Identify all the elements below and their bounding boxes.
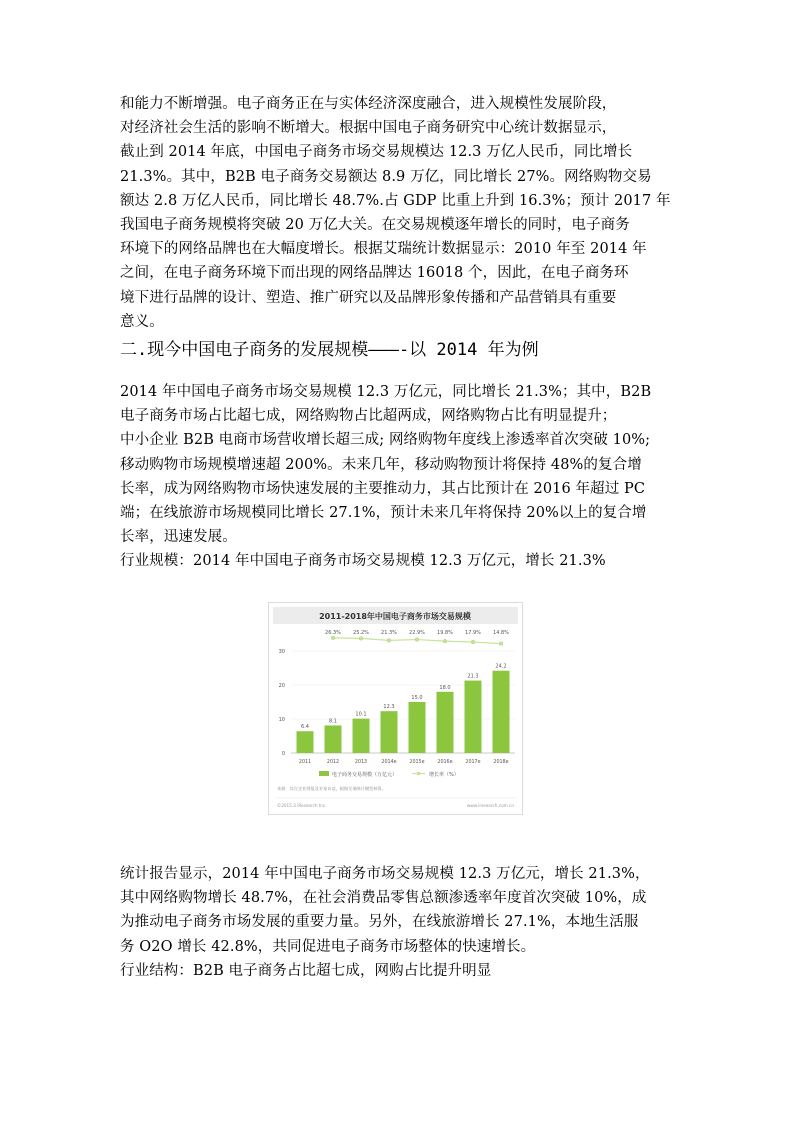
text-line: 行业结构：B2B 电子商务占比超七成，网购占比提升明显 xyxy=(120,962,492,979)
text-line: 中小企业 B2B 电商市场营收增长超三成; 网络购物年度线上渗透率首次突破 10%; xyxy=(120,432,651,449)
bar xyxy=(493,671,510,753)
y-tick-label: 10 xyxy=(278,717,285,723)
bar-value-label: 24.2 xyxy=(495,663,507,670)
bar xyxy=(381,711,398,753)
bar-value-label: 6.4 xyxy=(301,724,309,731)
bar xyxy=(437,692,454,753)
y-tick-label: 20 xyxy=(278,683,285,689)
text-line: 电子商务市场占比超七成，网络购物占比超两成，网络购物占比有明显提升； xyxy=(120,408,617,425)
growth-rate-label: 17.9% xyxy=(465,630,481,636)
growth-rate-point xyxy=(471,640,475,644)
x-tick-label: 2015e xyxy=(409,760,425,765)
text-line: 额达 2.8 万亿人民币，同比增长 48.7%.占 GDP 比重上升到 16.3%；预计 2017 年 xyxy=(120,192,671,209)
growth-rate-point xyxy=(331,636,335,640)
growth-rate-label: 21.3% xyxy=(381,630,397,636)
text-line: 长率，迅速发展。 xyxy=(120,529,237,546)
text-line: 境下进行品牌的设计、塑造、推广研究以及品牌形象传播和产品营销具有重要 xyxy=(120,289,617,306)
ecommerce-scale-chart xyxy=(268,602,523,815)
text-line: 环境下的网络品牌也在大幅度增长。根据艾瑞统计数据显示：2010 年至 2014 年 xyxy=(120,241,647,258)
chart-source: 来源：综合企业财报及专家访谈，根据艾瑞统计模型核算。 xyxy=(277,786,386,791)
bar-value-label: 8.1 xyxy=(329,718,337,725)
growth-rate-point xyxy=(359,637,363,641)
text-line: 统计报告显示，2014 年中国电子商务市场交易规模 12.3 万亿元，增长 21.3%， xyxy=(120,866,650,882)
bar xyxy=(297,731,314,753)
growth-rate-point xyxy=(443,639,447,643)
bar-value-label: 10.1 xyxy=(355,711,367,718)
text-line: 行业规模：2014 年中国电子商务市场交易规模 12.3 万亿元，增长 21.3% xyxy=(120,553,606,570)
text-line: 之间，在电子商务环境下而出现的网络品牌达 16018 个，因此，在电子商务环 xyxy=(120,265,629,282)
growth-rate-label: 25.2% xyxy=(353,630,369,636)
text-line: 对经济社会生活的影响不断增大。根据中国电子商务研究中心统计数据显示， xyxy=(120,120,617,137)
text-line: 和能力不断增强。电子商务正在与实体经济深度融合，进入规模性发展阶段， xyxy=(120,96,617,112)
x-tick-label: 2017e xyxy=(465,760,481,765)
growth-rate-label: 14.8% xyxy=(493,630,509,636)
bar-value-label: 12.3 xyxy=(383,704,395,711)
legend-swatch-point xyxy=(417,772,421,776)
growth-rate-label: 22.9% xyxy=(409,630,425,636)
bar xyxy=(325,725,342,753)
intro-paragraph xyxy=(120,92,680,334)
x-tick-label: 2018e xyxy=(493,760,509,765)
text-line: 长率，成为网络购物市场快速发展的主要推动力，其占比预计在 2016 年超过 PC xyxy=(120,480,646,497)
text-line: 2014 年中国电子商务市场交易规模 12.3 万亿元，同比增长 21.3%；其中，B2B xyxy=(120,384,652,400)
text-line: 21.3%。其中，B2B 电子商务交易额达 8.9 万亿，同比增长 27%。网络购物交易 xyxy=(120,168,652,185)
text-line: 其中网络购物增长 48.7%，在社会消费品零售总额渗透率年度首次突破 10%，成 xyxy=(120,890,647,907)
bar xyxy=(353,719,370,753)
text-line: 务 O2O 增长 42.8%，共同促进电子商务市场整体的快速增长。 xyxy=(120,938,536,955)
growth-rate-point xyxy=(415,638,419,642)
chart-svg xyxy=(269,603,522,814)
chart-website: www.iresearch.com.cn xyxy=(466,803,514,808)
bar xyxy=(465,681,482,753)
scale-paragraph xyxy=(120,380,680,574)
growth-rate-label: 26.3% xyxy=(325,630,341,636)
growth-rate-label: 19.8% xyxy=(437,630,453,636)
bar-value-label: 18.0 xyxy=(439,684,451,691)
growth-rate-point xyxy=(387,639,391,643)
chart-title: 2011-2018年中国电子商务市场交易规模 xyxy=(319,612,471,621)
section-heading: 二.现今中国电子商务的发展规模———-以 2014 年为例 xyxy=(120,340,539,360)
text-line: 为推动电子商务市场发展的重要力量。另外，在线旅游增长 27.1%，本地生活服 xyxy=(120,914,639,931)
legend-label-bars: 电子商务交易规模（万亿元） xyxy=(332,772,398,778)
chart-copyright: ©2015.3 iResearch Inc. xyxy=(277,803,327,808)
x-tick-label: 2013 xyxy=(354,760,368,765)
text-line: 我国电子商务规模将突破 20 万亿大关。在交易规模逐年增长的同时，电子商务 xyxy=(120,217,630,234)
x-tick-label: 2016e xyxy=(437,760,453,765)
legend-label-line: 增长率（%） xyxy=(429,772,459,778)
legend-swatch-bars xyxy=(319,771,329,776)
text-line: 意义。 xyxy=(120,313,164,330)
bar-value-label: 15.0 xyxy=(411,695,423,701)
x-tick-label: 2011 xyxy=(298,760,312,765)
bar xyxy=(409,702,426,753)
bar-value-label: 21.3 xyxy=(467,673,479,680)
report-paragraph xyxy=(120,862,680,983)
text-line: 端；在线旅游市场规模同比增长 27.1%，预计未来几年将保持 20%以上的复合增 xyxy=(120,505,647,522)
x-tick-label: 2014e xyxy=(381,760,397,765)
text-line: 截止到 2014 年底，中国电子商务市场交易规模达 12.3 万亿人民币，同比增长 xyxy=(120,144,633,161)
growth-rate-point xyxy=(499,642,503,646)
y-tick-label: 30 xyxy=(278,649,285,655)
x-tick-label: 2012 xyxy=(326,760,340,765)
y-tick-label: 0 xyxy=(281,751,285,757)
text-line: 移动购物市场规模增速超 200%。未来几年，移动购物预计将保持 48%的复合增 xyxy=(120,456,642,473)
